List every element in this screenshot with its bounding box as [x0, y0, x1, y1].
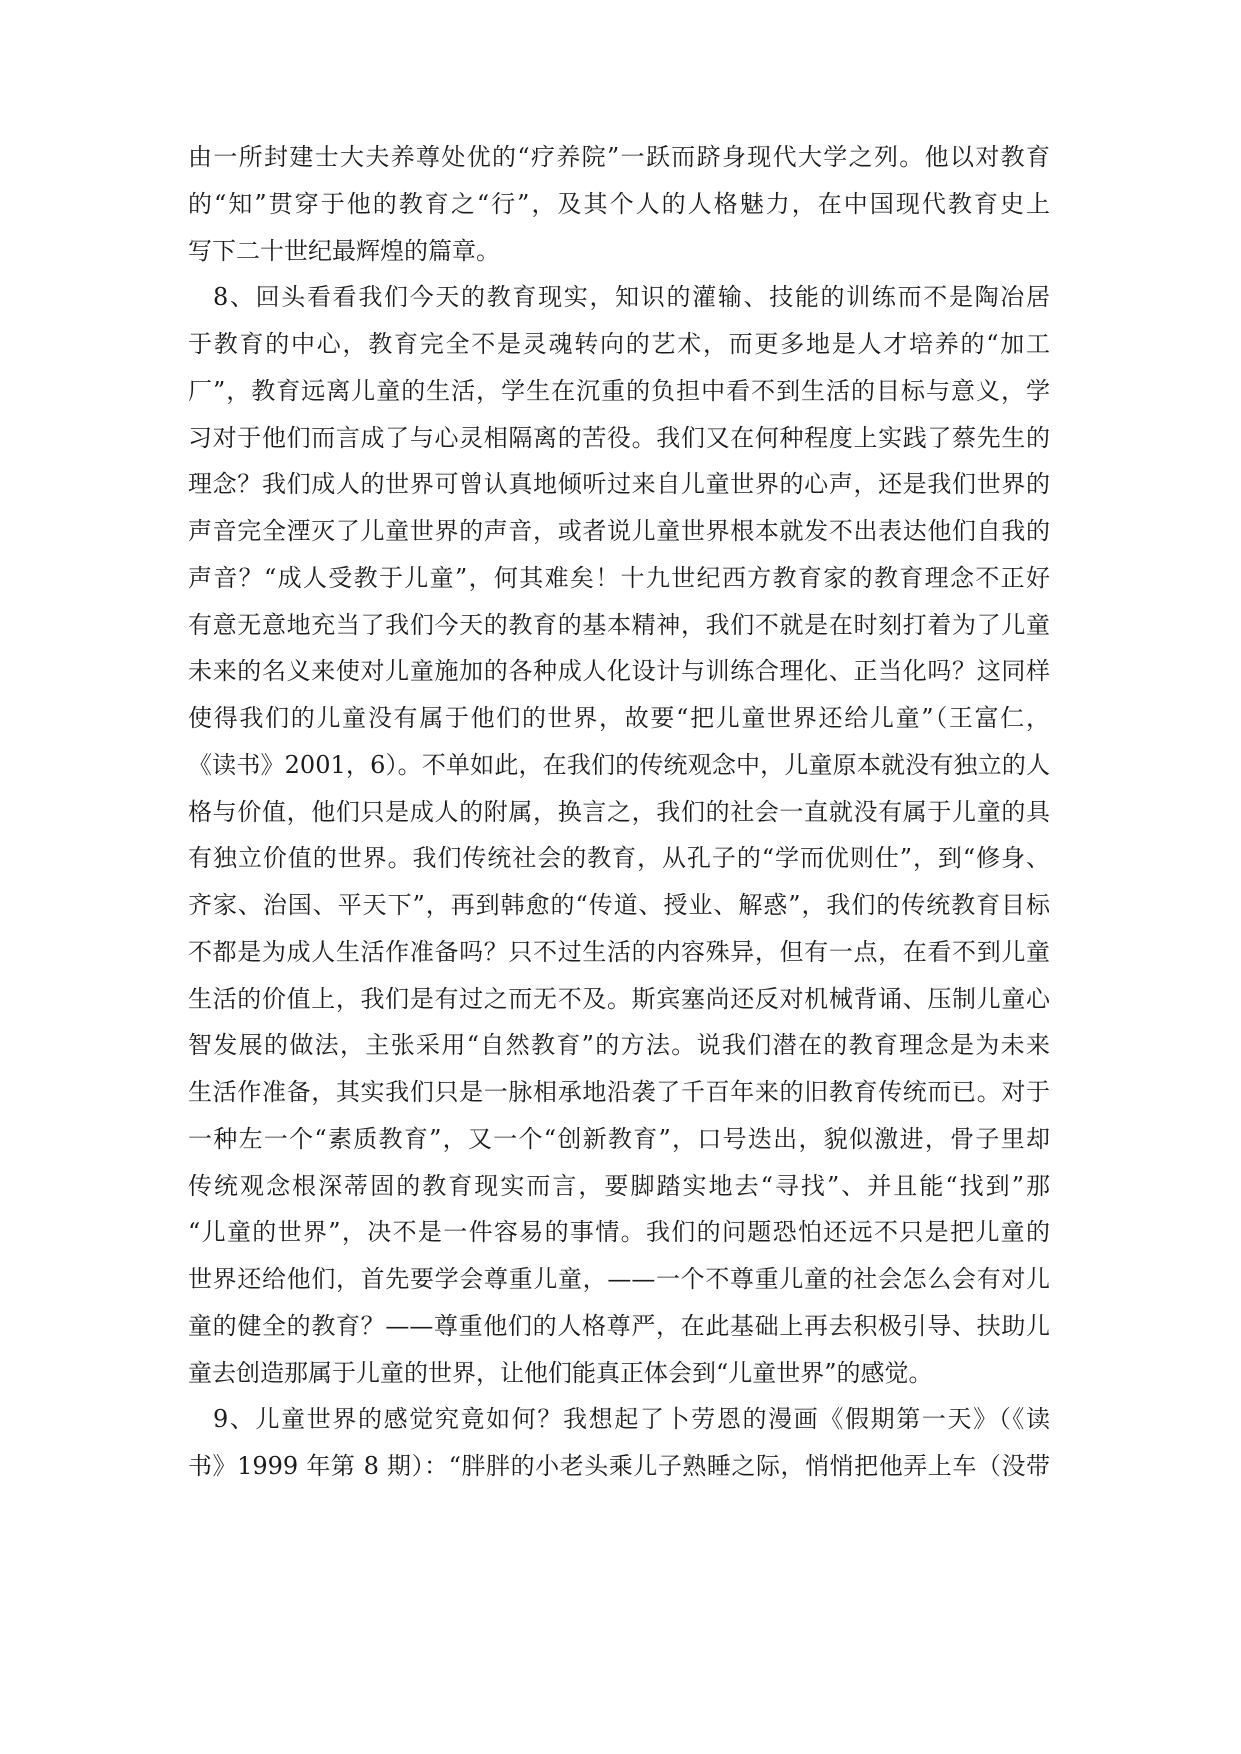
paragraph-continuation: [188, 134, 1050, 274]
body-text: [188, 134, 1050, 1490]
text-line: 齐家、治国、平天下”，再到韩愈的“传道、授业、解惑”，我们的传统教育目标: [188, 891, 1050, 919]
text-line: 于教育的中心，教育完全不是灵魂转向的艺术，而更多地是人才培养的“加工: [188, 330, 1050, 358]
text-line: 8、回头看看我们今天的教育现实，知识的灌输、技能的训练而不是陶冶居: [213, 283, 1050, 312]
text-line: 9、儿童世界的感觉究竟如何？我想起了卜劳恩的漫画《假期第一天》（《读: [213, 1405, 1050, 1434]
text-line: 童的健全的教育？——尊重他们的人格尊严，在此基础上再去积极引导、扶助儿: [188, 1311, 1050, 1340]
paragraph-item-8: [188, 274, 1050, 1396]
text-line: “儿童的世界”，决不是一件容易的事情。我们的问题恐怕还远不只是把儿童的: [188, 1218, 1050, 1247]
text-line: 声音完全湮灭了儿童世界的声音，或者说儿童世界根本就发不出表达他们自我的: [188, 517, 1050, 545]
text-line: 生活作准备，其实我们只是一脉相承地沿袭了千百年来的旧教育传统而已。对于: [188, 1078, 1050, 1106]
text-line: 有意无意地充当了我们今天的教育的基本精神，我们不就是在时刻打着为了儿童: [188, 610, 1050, 639]
text-line: 的“知”贯穿于他的教育之“行”，及其个人的人格魅力，在中国现代教育史上: [188, 189, 1050, 218]
text-line: 不都是为成人生活作准备吗？只不过生活的内容殊异，但有一点，在看不到儿童: [188, 937, 1050, 966]
text-line: 厂”，教育远离儿童的生活，学生在沉重的负担中看不到生活的目标与意义，学: [188, 376, 1050, 405]
text-line: 声音？“成人受教于儿童”，何其难矣！十九世纪西方教育家的教育理念不正好: [188, 563, 1050, 592]
text-line: 格与价值，他们只是成人的附属，换言之，我们的社会一直就没有属于儿童的具: [188, 797, 1050, 826]
text-line: 一种左一个“素质教育”，又一个“创新教育”，口号迭出，貌似激进，骨子里却: [188, 1124, 1050, 1153]
text-line: 书》1999 年第 8 期）：“胖胖的小老头乘儿子熟睡之际，悄悄把他弄上车（没带: [188, 1452, 1050, 1480]
text-line: 世界还给他们，首先要学会尊重儿童，——一个不尊重儿童的社会怎么会有对儿: [188, 1265, 1050, 1293]
text-line: 有独立价值的世界。我们传统社会的教育，从孔子的“学而优则仕”，到“修身、: [188, 844, 1050, 873]
text-line: 智发展的做法，主张采用“自然教育”的方法。说我们潜在的教育理念是为未来: [188, 1031, 1050, 1060]
text-line: 童去创造那属于儿童的世界，让他们能真正体会到“儿童世界”的感觉。: [188, 1358, 933, 1387]
text-line: 习对于他们而言成了与心灵相隔离的苦役。我们又在何种程度上实践了蔡先生的: [188, 423, 1050, 452]
text-line: 传统观念根深蒂固的教育现实而言，要脚踏实地去“寻找”、并且能“找到”那: [188, 1171, 1050, 1200]
text-line: 写下二十世纪最辉煌的篇章。: [188, 236, 500, 265]
text-line: 《读书》2001，6）。不单如此，在我们的传统观念中，儿童原本就没有独立的人: [188, 750, 1050, 779]
text-line: 未来的名义来使对儿童施加的各种成人化设计与训练合理化、正当化吗？这同样: [188, 657, 1050, 686]
paragraph-item-9: [188, 1396, 1050, 1490]
text-line: 生活的价值上，我们是有过之而无不及。斯宾塞尚还反对机械背诵、压制儿童心: [188, 984, 1050, 1013]
text-line: 使得我们的儿童没有属于他们的世界，故要“把儿童世界还给儿童”（王富仁，: [188, 704, 1050, 732]
text-line: 理念？我们成人的世界可曾认真地倾听过来自儿童世界的心声，还是我们世界的: [188, 470, 1050, 499]
text-line: 由一所封建士大夫养尊处优的“疗养院”一跃而跻身现代大学之列。他以对教育: [188, 143, 1050, 171]
